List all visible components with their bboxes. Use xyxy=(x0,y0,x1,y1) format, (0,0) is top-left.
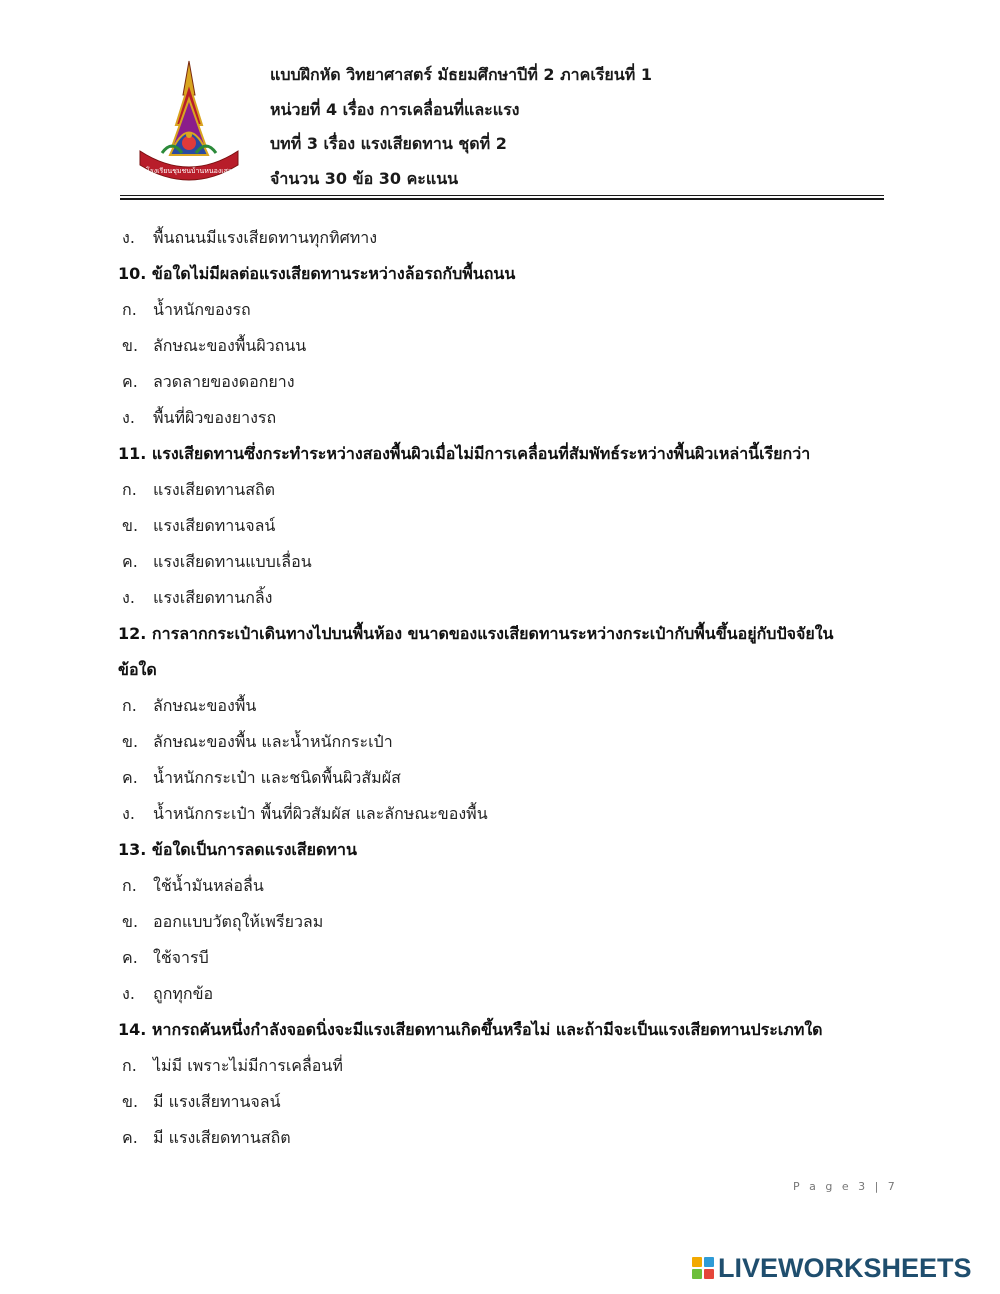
option-row[interactable] xyxy=(118,364,878,400)
option-row[interactable] xyxy=(118,904,878,940)
brand-wordmark: LIVEWORKSHEETS xyxy=(718,1252,972,1283)
question-text: ข้อใดไม่มีผลต่อแรงเสียดทานระหว่างล้อรถกับพื้นถนน xyxy=(151,264,516,283)
option-text: ออกแบบวัตถุให้เพรียวลม xyxy=(153,912,324,931)
question-12 xyxy=(118,616,878,652)
option-mark: ข. xyxy=(122,336,139,355)
logo-text: โรงเรียนชุมชนบ้านหนองเสา xyxy=(146,167,232,175)
school-emblem-icon xyxy=(132,55,246,191)
option-text: ใช้น้ำมันหล่อลื่น xyxy=(153,876,264,895)
option-mark: ก. xyxy=(122,300,137,319)
option-mark: ก. xyxy=(122,696,137,715)
option-text: น้ำหนักของรถ xyxy=(153,300,251,319)
option-text: น้ำหนักกระเป๋า พื้นที่ผิวสัมผัส และลักษณะของพื้น xyxy=(153,804,488,823)
option-text: มี แรงเสียทานจลน์ xyxy=(153,1092,281,1111)
question-11 xyxy=(118,436,878,472)
option-mark: ข. xyxy=(122,732,139,751)
header-line-subject: แบบฝึกหัด วิทยาศาสตร์ มัธยมศึกษาปีที่ 2 ภาคเรียนที่ 1 xyxy=(270,65,652,84)
option-row[interactable] xyxy=(118,472,878,508)
option-row[interactable] xyxy=(118,940,878,976)
option-mark: ง. xyxy=(122,804,135,823)
liveworksheets-logo-icon xyxy=(692,1257,714,1279)
option-text: แรงเสียดทานกลิ้ง xyxy=(153,588,273,607)
option-text: ลักษณะของพื้น xyxy=(153,696,257,715)
liveworksheets-brand[interactable] xyxy=(692,1252,972,1284)
school-emblem-logo xyxy=(132,55,246,191)
option-row[interactable] xyxy=(118,760,878,796)
question-number: 11. xyxy=(118,444,147,463)
option-row xyxy=(118,220,878,256)
question-number: 13. xyxy=(118,840,147,859)
option-mark: ก. xyxy=(122,1056,137,1075)
option-text: ลักษณะของพื้น และน้ำหนักกระเป๋า xyxy=(153,732,393,751)
option-mark: ค. xyxy=(122,948,138,967)
option-row[interactable] xyxy=(118,796,878,832)
option-row[interactable] xyxy=(118,292,878,328)
page-number: P a g e 3 | 7 xyxy=(793,1180,898,1193)
header-divider-thin xyxy=(120,195,884,196)
question-list xyxy=(118,220,878,1156)
option-text: แรงเสียดทานสถิต xyxy=(153,480,276,499)
option-row[interactable] xyxy=(118,544,878,580)
option-row[interactable] xyxy=(118,1120,878,1156)
question-14 xyxy=(118,1012,878,1048)
option-mark: ค. xyxy=(122,1128,138,1147)
option-row[interactable] xyxy=(118,1048,878,1084)
header-line-chapter: บทที่ 3 เรื่อง แรงเสียดทาน ชุดที่ 2 xyxy=(270,134,507,154)
option-text: ไม่มี เพราะไม่มีการเคลื่อนที่ xyxy=(153,1056,343,1075)
option-text: ถูกทุกข้อ xyxy=(153,984,214,1003)
option-row[interactable] xyxy=(118,868,878,904)
question-text: หากรถคันหนึ่งกำลังจอดนิ่งจะมีแรงเสียดทานเกิดขึ้นหรือไม่ และถ้ามีจะเป็นแรงเสียดทานประเภทใด xyxy=(151,1020,823,1039)
option-row[interactable] xyxy=(118,1084,878,1120)
option-mark: ข. xyxy=(122,1092,139,1111)
option-mark: ค. xyxy=(122,552,138,571)
header-line-count: จำนวน 30 ข้อ 30 คะแนน xyxy=(270,169,459,189)
option-row[interactable] xyxy=(118,724,878,760)
option-text: ลักษณะของพื้นผิวถนน xyxy=(153,336,307,355)
option-text: พื้นถนนมีแรงเสียดทานทุกทิศทาง xyxy=(153,228,378,247)
option-text: พื้นที่ผิวของยางรถ xyxy=(153,408,277,427)
option-row[interactable] xyxy=(118,400,878,436)
option-mark: ง. xyxy=(122,228,135,247)
option-mark: ก. xyxy=(122,480,137,499)
option-text: ใช้จารบี xyxy=(153,948,209,967)
option-row[interactable] xyxy=(118,508,878,544)
option-mark: ง. xyxy=(122,588,135,607)
option-row[interactable] xyxy=(118,976,878,1012)
option-text: แรงเสียดทานจลน์ xyxy=(153,516,276,535)
option-row[interactable] xyxy=(118,328,878,364)
option-mark: ข. xyxy=(122,912,139,931)
option-mark: ค. xyxy=(122,372,138,391)
option-row[interactable] xyxy=(118,688,878,724)
header-divider-thick xyxy=(120,198,884,200)
option-mark: ง. xyxy=(122,408,135,427)
question-text: การลากกระเป๋าเดินทางไปบนพื้นห้อง ขนาดของแรงเสียดทานระหว่างกระเป๋ากับพื้นขึ้นอยู่กับปัจจัยใน xyxy=(151,624,834,643)
question-12-continuation: ข้อใด xyxy=(118,660,157,679)
option-text: น้ำหนักกระเป๋า และชนิดพื้นผิวสัมผัส xyxy=(153,768,401,787)
question-text: ข้อใดเป็นการลดแรงเสียดทาน xyxy=(151,840,357,859)
option-text: แรงเสียดทานแบบเลื่อน xyxy=(153,552,312,571)
option-text: มี แรงเสียดทานสถิต xyxy=(153,1128,291,1147)
question-10 xyxy=(118,256,878,292)
option-text: ลวดลายของดอกยาง xyxy=(153,372,295,391)
header-line-unit: หน่วยที่ 4 เรื่อง การเคลื่อนที่และแรง xyxy=(270,99,520,119)
question-number: 10. xyxy=(118,264,147,283)
option-mark: ข. xyxy=(122,516,139,535)
option-mark: ก. xyxy=(122,876,137,895)
worksheet-header xyxy=(270,58,652,197)
question-number: 12. xyxy=(118,624,147,643)
option-row[interactable] xyxy=(118,580,878,616)
option-mark: ง. xyxy=(122,984,135,1003)
question-13 xyxy=(118,832,878,868)
option-mark: ค. xyxy=(122,768,138,787)
question-text: แรงเสียดทานซึ่งกระทำระหว่างสองพื้นผิวเมื่อไม่มีการเคลื่อนที่สัมพัทธ์ระหว่างพื้นผิวเหล่านี้เรียกว่า xyxy=(151,444,811,463)
question-number: 14. xyxy=(118,1020,147,1039)
